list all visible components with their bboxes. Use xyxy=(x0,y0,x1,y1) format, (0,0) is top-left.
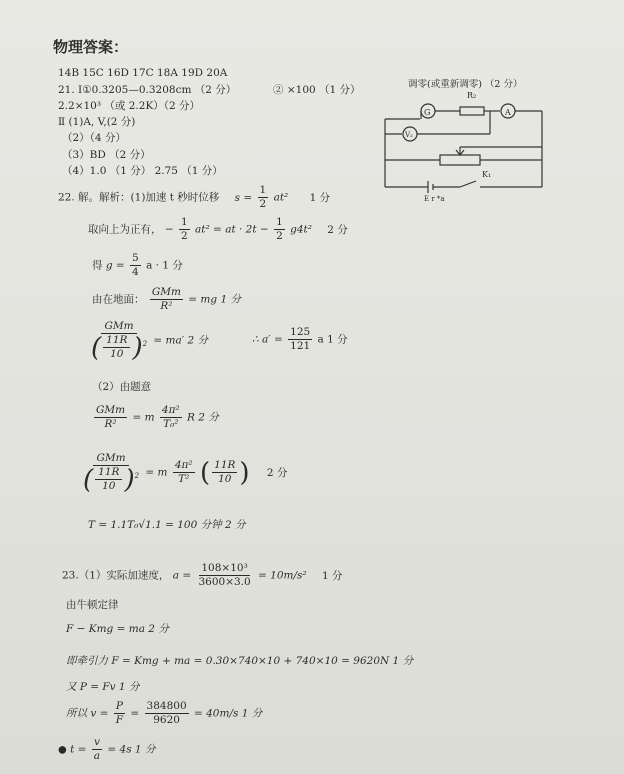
q21-part1-answer-3: 2.2×10³ （或 2.2K）（2 分） xyxy=(58,100,201,112)
q22-l5-paren-right: ) xyxy=(132,332,143,363)
q23-l6-den-2: 9620 xyxy=(153,714,180,726)
circuit-diagram xyxy=(380,92,550,207)
q23-eq-rest: = 10m/s² xyxy=(258,569,307,582)
multiple-choice-answers: 14B 15C 16D 17C 18A 19D 20A xyxy=(58,67,228,79)
q22-l5-inner-num: 11R xyxy=(103,334,130,348)
q22-l5-rest: = ma′ 2 分 xyxy=(153,334,208,347)
circuit-label-g: G xyxy=(424,108,431,117)
q22-l6-num: GMm xyxy=(96,404,126,416)
q22-l7-score: 2 分 xyxy=(266,466,288,479)
q23-eq-num: 108×10³ xyxy=(201,562,248,574)
q22-l7-num-2: 4π² xyxy=(174,459,193,471)
q22-l7-paren-right: ) xyxy=(124,464,135,495)
q23-line-6 xyxy=(66,700,262,727)
q22-l6-den: R² xyxy=(104,418,117,430)
page-title: 物理答案： xyxy=(53,38,129,56)
q22-l3-rest: a · 1 分 xyxy=(146,259,183,272)
q22-l5-inner-frac xyxy=(103,334,130,361)
q22-l5-right-score: a 1 分 xyxy=(317,333,348,346)
q21-part1-answer: 21. Ⅰ①0.3205—0.3208cm （2 分） xyxy=(58,84,237,96)
q23-eq-fraction xyxy=(196,562,252,589)
q22-l2-a: − xyxy=(164,223,174,236)
q22-l7-square: 2 xyxy=(134,472,140,480)
q23-l6-lhs: 所以 v = xyxy=(66,707,109,720)
circuit-caption: 调零(或重新调零) （2 分） xyxy=(408,79,523,90)
q23-line-4: 即牵引力 F = Kmg + ma = 0.30×740×10 + 740×10 = 9620N 1 分 xyxy=(66,655,414,667)
q22-l4-den: R² xyxy=(160,300,173,312)
q22-l7-mid: = m xyxy=(145,466,168,479)
q21-part2-answer-3: （3）BD （2 分） xyxy=(62,149,151,161)
q22-l4-text: 由在地面： xyxy=(92,293,145,306)
q22-score-1: 1 分 xyxy=(309,191,331,204)
q22-l7-inner-den: 10 xyxy=(102,480,116,492)
q22-l6-fraction xyxy=(94,404,127,431)
q22-l3-num: 5 xyxy=(132,252,139,264)
q22-l6-fraction-2 xyxy=(160,404,182,431)
q22-l6-den-2: T₀² xyxy=(163,418,179,430)
q22-l5-paren-left: ( xyxy=(91,332,102,363)
q22-l7-den xyxy=(80,466,142,493)
q23-l7-fraction xyxy=(92,736,102,763)
q22-l2-fraction xyxy=(179,216,190,243)
q22-line-4 xyxy=(92,286,241,313)
q23-line-5: 又 P = Fv 1 分 xyxy=(66,681,140,693)
q22-eq1-num: 1 xyxy=(259,184,267,196)
q22-l7-paren-frac xyxy=(212,459,237,486)
q22-l4-rest: = mg 1 分 xyxy=(188,293,241,306)
q22-l2-num: 1 xyxy=(181,216,188,228)
q22-line-5-right xyxy=(252,326,348,353)
q23-l6-rest: = 40m/s 1 分 xyxy=(193,707,263,720)
circuit-label-k1: K₁ xyxy=(482,170,492,179)
q23-line-1 xyxy=(62,562,343,589)
q22-l6-rest: R 2 分 xyxy=(187,411,219,424)
q22-l4-fraction xyxy=(150,286,183,313)
q22-part2-heading: （2）由题意 xyxy=(92,381,152,393)
q22-l7-paren-right-2: ) xyxy=(239,457,250,488)
q23-intro: 23.（1）实际加速度， xyxy=(62,569,170,582)
q23-l6-fraction-2 xyxy=(145,700,189,727)
q22-l6-num-2: 4π² xyxy=(161,404,180,416)
circuit-label-r2: R₂ xyxy=(467,91,477,100)
q22-l6-mid: = m xyxy=(132,411,155,424)
q22-l7-inner-frac xyxy=(95,466,122,493)
q22-eq1-den: 2 xyxy=(259,198,267,210)
q22-intro: 22. 解。解析：(1)加速 t 秒时位移 xyxy=(58,191,220,204)
q21-part2-answer-1: Ⅱ (1)A, V,(2 分) xyxy=(58,116,136,128)
q21-part2-answer-4: （4）1.0 （1 分） 2.75 （1 分） xyxy=(62,165,223,177)
q21-part2-answer-2: （2）（4 分） xyxy=(62,132,126,144)
q23-eq-lhs: a = xyxy=(172,569,192,582)
q23-l6-num-2: 384800 xyxy=(146,700,187,712)
q22-l2-den: 2 xyxy=(181,230,188,242)
bullet-dot: ● xyxy=(58,744,67,756)
q22-l7-inner-num: 11R xyxy=(95,466,122,480)
q23-line-2: 由牛顿定律 xyxy=(66,599,119,611)
q23-line-3: F − Kmg = ma 2 分 xyxy=(66,623,169,635)
q22-l7-den-2: T² xyxy=(178,473,190,485)
q22-l5-den xyxy=(88,334,150,361)
q23-score-1: 1 分 xyxy=(321,569,343,582)
q22-l2-text: 取向上为正有， xyxy=(88,223,162,236)
q23-line-7 xyxy=(58,736,155,763)
q22-score-2: 2 分 xyxy=(327,223,348,236)
q22-l3-text: 得 xyxy=(92,259,103,272)
q22-l7-paren-left: ( xyxy=(83,464,94,495)
q23-l6-fraction xyxy=(114,700,125,727)
q22-l7-num: GMm xyxy=(93,452,128,466)
q22-l5-num: GMm xyxy=(101,320,136,334)
q22-l2-den-2: 2 xyxy=(276,230,283,242)
q22-l5-right-fraction xyxy=(288,326,312,353)
q23-l7-num: v xyxy=(93,736,100,748)
q22-line-3 xyxy=(92,252,183,279)
q22-line-8: T = 1.1T₀√1.1 = 100 分钟 2 分 xyxy=(88,519,246,531)
q22-l5-right-num: 125 xyxy=(290,326,311,338)
q22-l7-paren-left-2: ( xyxy=(199,457,211,488)
q21-part1-answer-2: ② ×100 （1 分） xyxy=(273,84,361,96)
q23-l6-num: P xyxy=(115,700,123,712)
q22-line-5 xyxy=(88,320,208,361)
circuit-label-v2: V₂ xyxy=(405,131,413,139)
q22-l5-inner-den: 10 xyxy=(110,348,124,360)
q22-l4-num: GMm xyxy=(151,286,181,298)
q22-l3-fraction xyxy=(130,252,141,279)
q22-l3-den: 4 xyxy=(132,266,139,278)
q22-line-1 xyxy=(58,184,330,211)
q23-l7-rest: = 4s 1 分 xyxy=(107,743,156,756)
q22-line-7 xyxy=(80,452,287,493)
q22-l2-b: at² = at · 2t − xyxy=(195,223,269,236)
q22-l7-paren-den: 10 xyxy=(218,473,232,485)
q22-line-6 xyxy=(92,404,219,431)
q22-l5-right: ∴ a′ = xyxy=(252,333,283,346)
q22-eq1-rhs: at² xyxy=(273,191,289,204)
q22-l5-fraction xyxy=(88,320,150,361)
q22-l7-fraction-2 xyxy=(173,459,195,486)
circuit-label-e: E r *a xyxy=(424,195,445,203)
q23-l7-den: a xyxy=(93,750,101,762)
q22-line-2 xyxy=(88,216,348,243)
q23-l7-lhs: t = xyxy=(70,743,87,756)
q22-l5-square: 2 xyxy=(142,340,148,348)
q22-l7-paren-num: 11R xyxy=(214,459,236,471)
q22-l7-fraction xyxy=(80,452,142,493)
q23-eq-den: 3600×3.0 xyxy=(198,576,251,588)
q23-l6-den: F xyxy=(115,714,124,726)
circuit-label-a: A xyxy=(505,108,511,117)
q23-l6-mid: = xyxy=(130,707,140,720)
q22-l2-fraction-2 xyxy=(274,216,285,243)
q22-eq1-lhs: s = xyxy=(234,191,253,204)
q22-l2-c: g4t² xyxy=(290,223,312,236)
q22-l3-eq: g = xyxy=(105,259,125,272)
q22-l2-num-2: 1 xyxy=(276,216,283,228)
q22-l5-right-den: 121 xyxy=(290,340,311,352)
q22-eq1-fraction xyxy=(258,184,269,211)
